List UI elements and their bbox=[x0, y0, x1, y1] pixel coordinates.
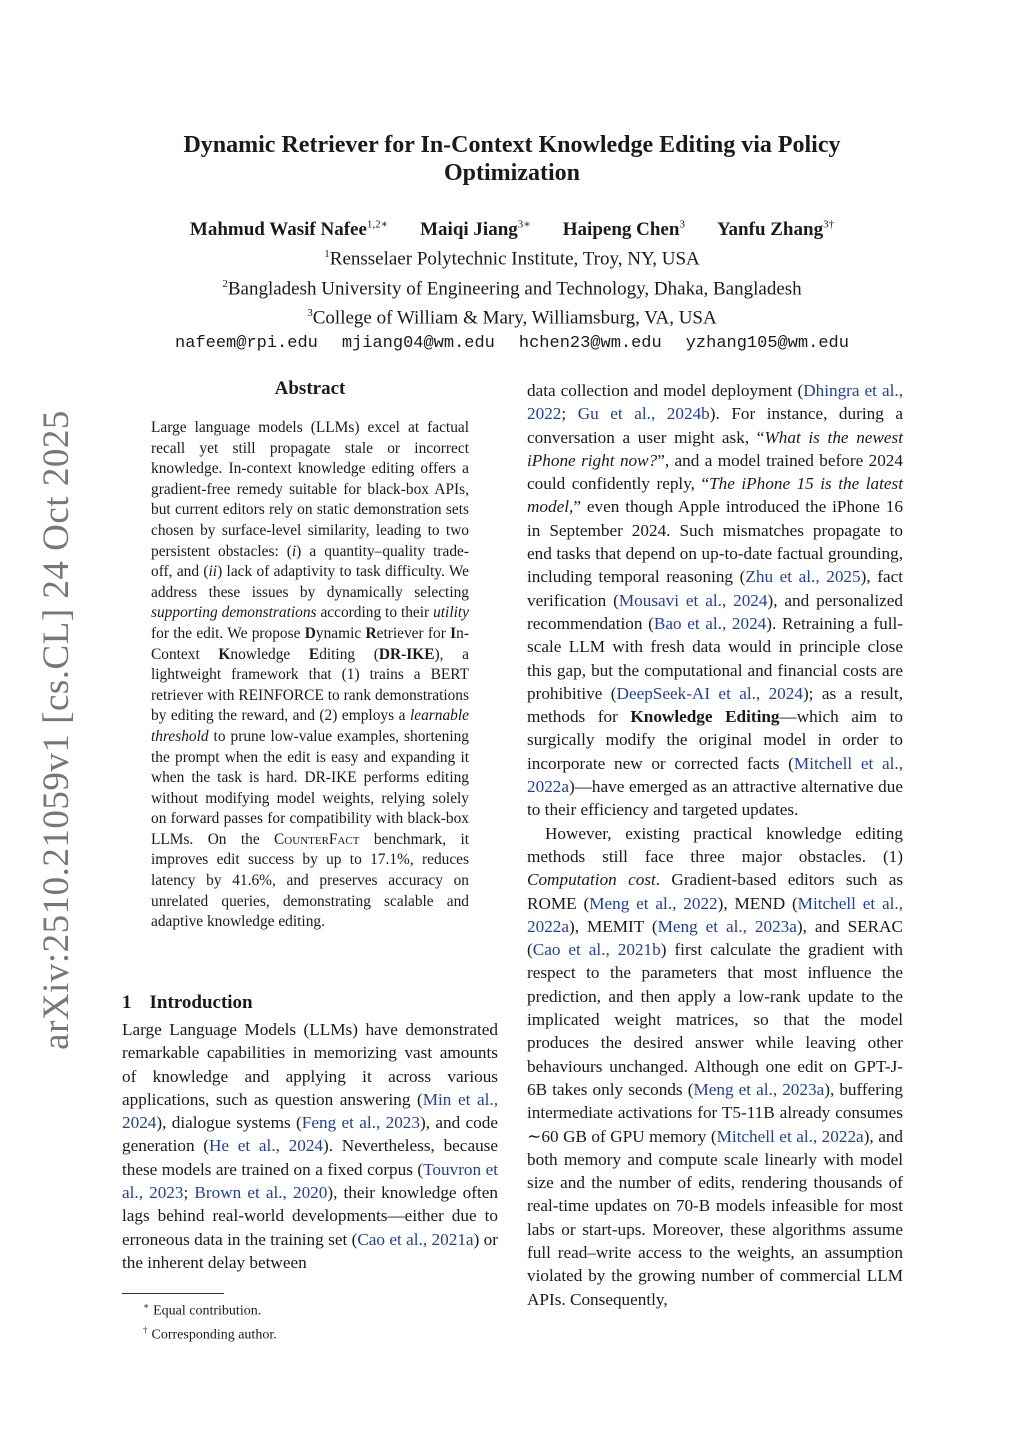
citation-link[interactable]: Mitchell et al., 2022a bbox=[527, 893, 903, 936]
section-heading-introduction bbox=[122, 992, 253, 1014]
email-3[interactable]: hchen23@wm.edu bbox=[518, 334, 662, 354]
citation-link[interactable]: Touvron et al., 2023 bbox=[122, 1159, 498, 1203]
citation-link[interactable]: Feng et al., 2023 bbox=[301, 1113, 420, 1133]
title-line-1: Dynamic Retriever for In-Context Knowledge Editing via Policy bbox=[183, 132, 841, 158]
affiliation-3: $^3$College of William & Mary, Williamsburg, VA, USA bbox=[307, 306, 717, 329]
citation-link[interactable]: DeepSeek-AI et al., 2024 bbox=[616, 683, 803, 703]
author-1: Mahmud Wasif Nafee$^{1,2∗}$ bbox=[189, 219, 389, 241]
citation-link[interactable]: Cao et al., 2021b bbox=[532, 940, 661, 960]
citation-link[interactable]: Brown et al., 2020 bbox=[194, 1183, 328, 1203]
email-2[interactable]: mjiang04@wm.edu bbox=[341, 334, 495, 354]
affiliation-1: $^1$Rensselaer Polytechnic Institute, Troy, NY, USA bbox=[324, 248, 700, 270]
email-4[interactable]: yzhang105@wm.edu bbox=[685, 334, 849, 354]
email-1[interactable]: nafeem@rpi.edu bbox=[175, 334, 318, 354]
section-title: Introduction bbox=[149, 992, 253, 1013]
citation-link[interactable]: Meng et al., 2023a bbox=[657, 916, 797, 936]
citation-link[interactable]: Dhingra et al., 2022 bbox=[527, 381, 903, 424]
author-names bbox=[0, 213, 1024, 242]
footnote-rule bbox=[122, 1293, 224, 1294]
intro-paragraph-right-1: data collection and model deployment (Dhingra et al., 2022; Gu et al., 2024b). For instance, during a conversation a user might ask, “What is the newest iPhone right now?”, and a model trained before 2024 could confidently reply, “The iPhone 15 is the latest model,” even though Apple introduced the iPhone 16 in September 2024. Such mismatches propagate to end tasks that depend on up-to-date factual grounding, including temporal reasoning (Zhu et al., 2025), fact verification (Mousavi et al., 2024), and personalized recommendation (Bao et al., 2024). Retraining a full-scale LLM with fresh data would in principle close this gap, but the computational and financial costs are prohibitive (DeepSeek-AI et al., 2024); as a result, methods for Knowledge Editing—which aim to surgically modify the original model in order to incorporate new or corrected facts (Mitchell et al., 2022a)—have emerged as an attractive alternative due to their efficiency and targeted updates. bbox=[527, 381, 904, 820]
citation-link[interactable]: Mousavi et al., 2024 bbox=[618, 590, 768, 610]
author-2: Maiqi Jiang$^{3∗}$ bbox=[420, 219, 531, 241]
citation-link[interactable]: Bao et al., 2024 bbox=[653, 613, 767, 633]
affiliation-2: $^2$Bangladesh University of Engineering and Technology, Dhaka, Bangladesh bbox=[222, 277, 802, 299]
abstract-body: Large language models (LLMs) excel at factual recall yet still propagate stale or incorrect knowledge. In-context knowledge editing offers a gradient-free remedy suitable for black-box APIs, but current editors rely on static demonstration sets chosen by surface-level similarity, leading to two persistent obstacles: (i) a quantity–quality trade-off, and (ii) lack of adaptivity to task difficulty. We address these issues by dynamically selecting supporting demonstrations according to their utility for the edit. We propose Dynamic Retriever for In-Context Knowledge Editing (DR-IKE), a lightweight framework that (1) trains a BERT retriever with REINFORCE to rank demonstrations by editing the reward, and (2) employs a learnable threshold to prune low-value examples, shortening the prompt when the edit is easy and expanding it when the task is hard. DR-IKE performs editing without modifying model weights, relying solely on forward passes for compatibility with black-box LLMs. On the CounterFact benchmark, it improves edit success by up to 17.1%, reduces latency by 41.6%, and preserves accuracy on unrelated queries, demonstrating scalable and adaptive knowledge editing. bbox=[151, 419, 470, 931]
author-3: Haipeng Chen$^3$ bbox=[562, 219, 685, 241]
citation-link[interactable]: Meng et al., 2022 bbox=[589, 893, 718, 913]
paper-title bbox=[0, 131, 1024, 187]
citation-link[interactable]: Gu et al., 2024b bbox=[577, 404, 710, 424]
arxiv-sidebar-stamp: arXiv:2510.21059v1 [cs.CL] 24 Oct 2025 bbox=[36, 410, 77, 1050]
title-line-2: Optimization bbox=[444, 160, 580, 186]
citation-link[interactable]: Mitchell et al., 2022a bbox=[716, 1126, 864, 1146]
email-list bbox=[0, 332, 1024, 356]
footnote-1: ∗ Equal contribution. bbox=[143, 1301, 262, 1319]
right-column bbox=[527, 379, 903, 1311]
citation-link[interactable]: Cao et al., 2021a bbox=[357, 1229, 474, 1249]
footnote-2: † Corresponding author. bbox=[143, 1324, 277, 1343]
footnotes bbox=[143, 1297, 277, 1344]
citation-link[interactable]: He et al., 2024 bbox=[209, 1136, 324, 1156]
citation-link[interactable]: Meng et al., 2023a bbox=[693, 1079, 825, 1099]
intro-paragraph-left: Large Language Models (LLMs) have demonstrated remarkable capabilities in memorizing vast amounts of knowledge and applying it across various applications, such as question answering (Min et al., 2024), dialogue systems (Feng et al., 2023), and code generation (He et al., 2024). Nevertheless, because these models are trained on a fixed corpus (Touvron et al., 2023; Brown et al., 2020), their knowledge often lags behind real-world developments—either due to erroneous data in the training set (Cao et al., 2021a) or the inherent delay between bbox=[122, 1020, 499, 1272]
citation-link[interactable]: Mitchell et al., 2022a bbox=[527, 753, 903, 797]
citation-link[interactable]: Zhu et al., 2025 bbox=[745, 567, 861, 587]
author-4: Yanfu Zhang$^{3\dagger}$ bbox=[716, 219, 835, 241]
citation-link[interactable]: Min et al., 2024 bbox=[122, 1089, 498, 1133]
section-number: 1 bbox=[122, 992, 132, 1013]
abstract-heading: Abstract bbox=[274, 378, 346, 399]
author-block bbox=[0, 213, 1024, 356]
intro-paragraph-right-2: However, existing practical knowledge editing methods still face three major obstacles. (1) Computation cost. Gradient-based editors such as ROME (Meng et al., 2022), MEND (Mitchell et al., 2022a), MEMIT (Meng et al., 2023a), and SERAC (Cao et al., 2021b) first calculate the gradient with respect to the parameters that most influence the prediction, and then apply a low-rank update to the implicated weight matrices, so that the model produces the desired answer while leaving other behaviours unchanged. Although one edit on GPT-J-6B takes only seconds (Meng et al., 2023a), buffering intermediate activations for T5-11B already consumes ∼60 GB of GPU memory (Mitchell et al., 2022a), and both memory and compute scale linearly with model size and the number of edits, rendering thousands of real-time updates on 70-B models infeasible for most labs or start-ups. Moreover, these algorithms assume full read–write access to the weights, an assumption violated by the growing number of commercial LLM APIs. Consequently, bbox=[527, 823, 904, 1309]
